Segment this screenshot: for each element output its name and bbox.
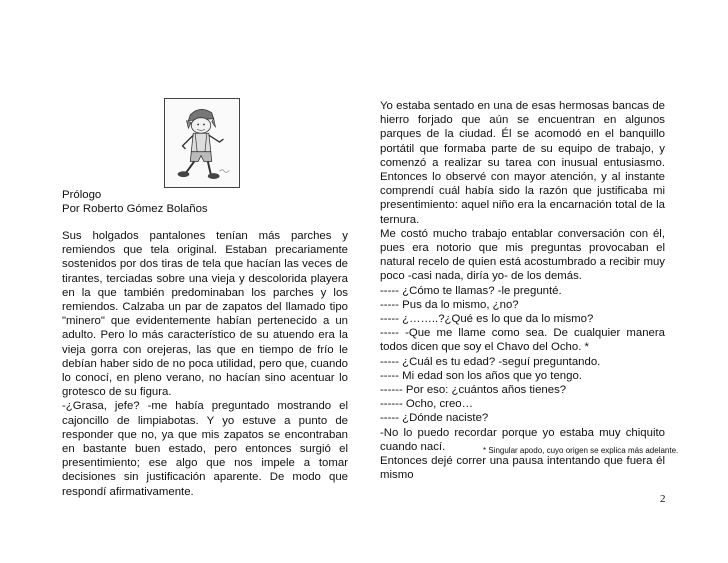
prologue-title: Prólogo bbox=[62, 189, 102, 201]
dialogue-line: ------ Por eso: ¿cuántos años tienes? bbox=[380, 384, 567, 397]
right-column bbox=[380, 99, 665, 482]
dialogue-line: ----- ¿Cuál es tu edad? -seguí preguntando. bbox=[380, 355, 601, 368]
dialogue-line: ----- ¿……..?¿Qué es lo que da lo mismo? bbox=[380, 313, 594, 326]
dialogue-line: -No lo puedo recordar porque yo estaba muy chiquito cuando nací. bbox=[380, 426, 665, 453]
dialogue-line: ----- -Que me llame como sea. De cualquier manera todos dicen que soy el Chavo del Ocho. * bbox=[380, 327, 665, 354]
prologue-author: Por Roberto Gómez Bolaños bbox=[62, 203, 208, 216]
right-paragraph: Me costó mucho trabajo entablar conversación con él, pues era notorio que mis preguntas provocaban el natural recelo de quien está acostumbrado a recibir muy poco -casi nada, diría yo- de los demás. bbox=[380, 227, 665, 283]
left-paragraph: -¿Grasa, jefe? -me había preguntado mostrando el cajoncillo de limpiabotas. Y yo estuve a punto de responder que no, ya que mis zapatos se encontraban en bastante buen estado, pero entonces surgió el presentimiento; ese algo que nos impele a tomar decisiones sin justificación aparente. De modo que respondí afirmativamente. bbox=[62, 400, 348, 498]
right-paragraph: Entonces dejé correr una pausa intentando que fuera él mismo bbox=[380, 455, 665, 482]
dialogue-line: ----- ¿Dónde naciste? bbox=[380, 412, 489, 425]
left-column bbox=[62, 229, 348, 499]
dialogue-line: ----- Mi edad son los años que yo tengo. bbox=[380, 369, 582, 382]
dialogue-line: ----- ¿Cómo te llamas? -le pregunté. bbox=[380, 284, 562, 297]
right-paragraph: Yo estaba sentado en una de esas hermosas bancas de hierro forjado que aún se encuentran en algunos parques de la ciudad. Él se acomodó en el banquillo portátil que formaba parte de su equipo de trabajo, y comenzó a realizar su tarea con inusual entusiasmo. Entonces lo observé con mayor atención, y al instante comprendí cuál había sido la razón que justificaba mi presentimiento: aquel niño era la encarnación total de la ternura. bbox=[380, 100, 665, 226]
page-number: 2 bbox=[660, 493, 666, 505]
dialogue-line: ----- Pus da lo mismo, ¿no? bbox=[380, 298, 519, 311]
prologue-heading bbox=[62, 188, 208, 216]
left-paragraph: Sus holgados pantalones tenían más parches y remiendos que tela original. Estaban precariamente sostenidos por dos tiras de tela que hacían las veces de tirantes, terciadas sobre una vieja y descolorida playera en la que también predominaban los parches y los remiendos. Calzaba un par de zapatos del llamado tipo "minero" que evidentemente habían pertenecido a un adulto. Pero lo más característico de su atuendo era la vieja gorra con orejeras, las que en tiempo de frío le debían haber sido de no poca utilidad, pero que, cuando lo conocí, en pleno verano, no hacían sino acentuar lo grotesco de su figura. bbox=[62, 230, 348, 399]
dialogue-line: ------ Ocho, creo… bbox=[380, 398, 474, 411]
footnote: * Singular apodo, cuyo origen se explica más adelante. bbox=[483, 446, 679, 455]
chavo-drawing-icon bbox=[165, 99, 239, 187]
chavo-illustration bbox=[164, 98, 240, 188]
